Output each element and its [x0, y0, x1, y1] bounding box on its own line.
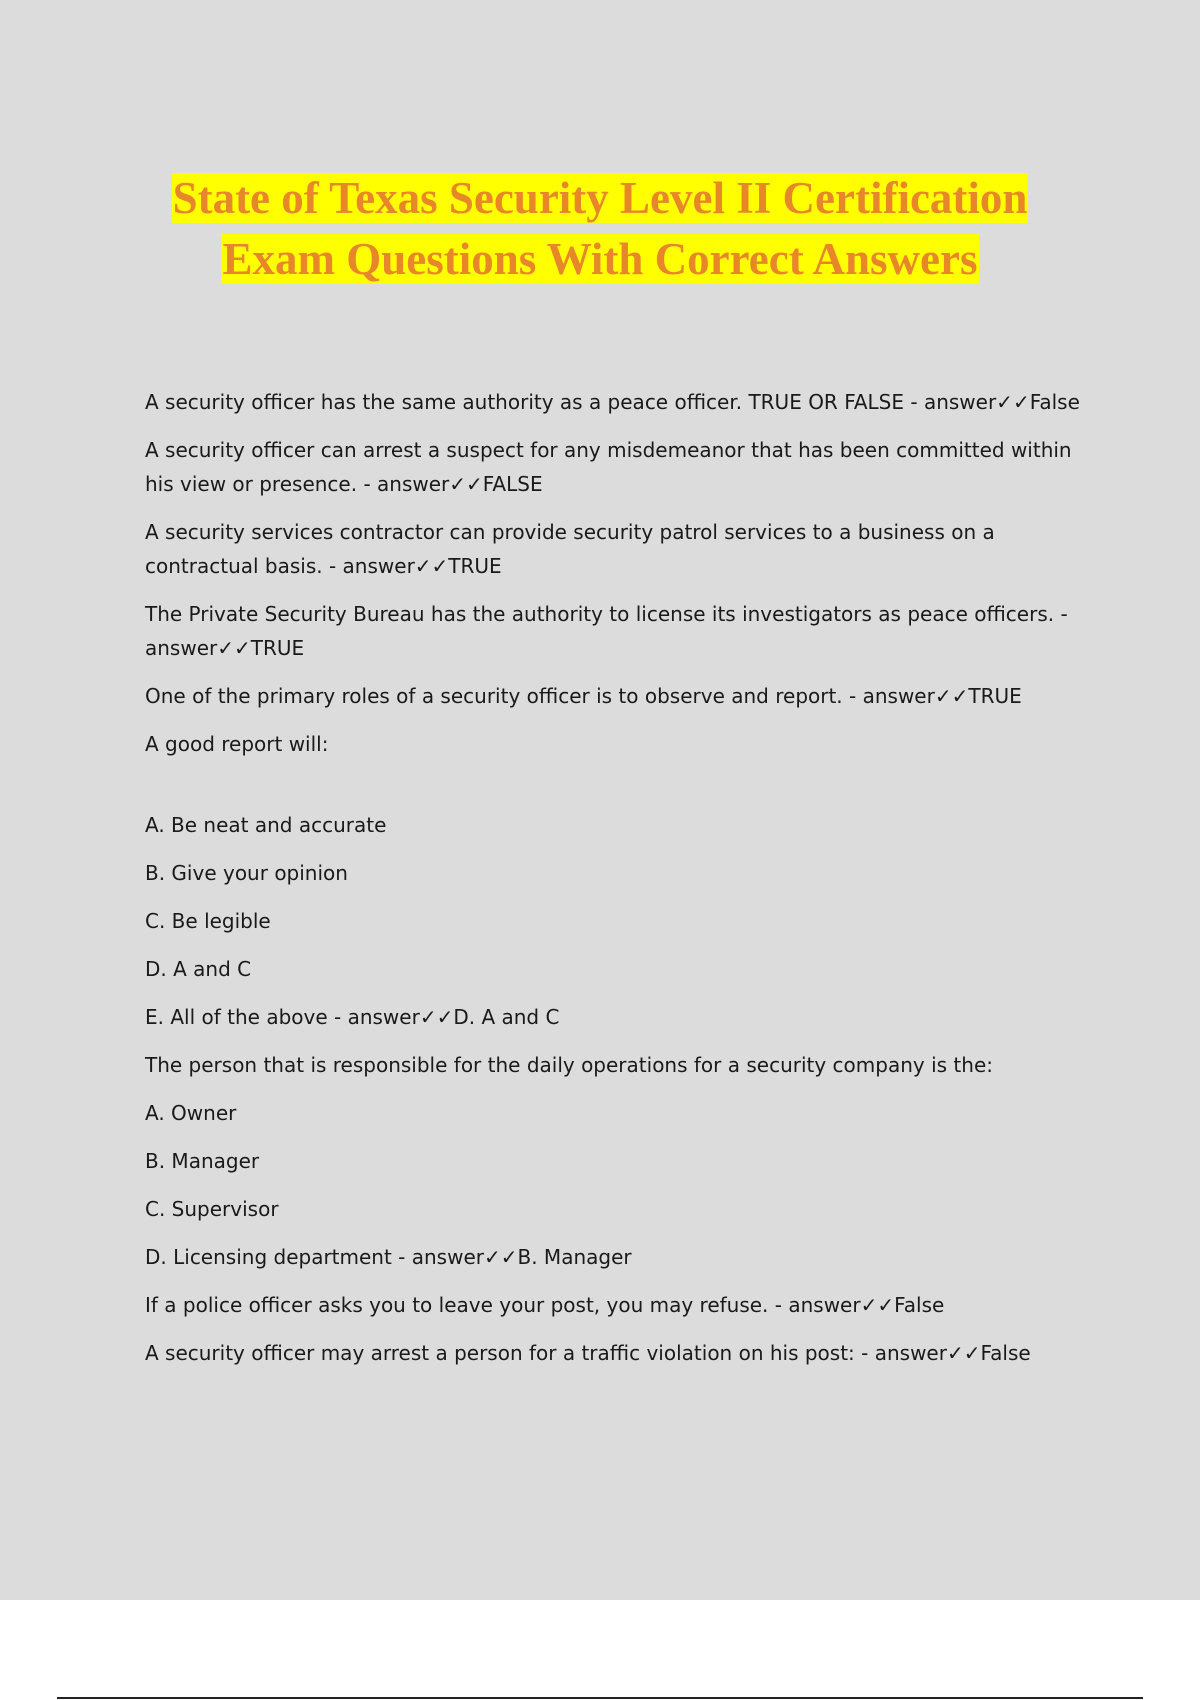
qa-paragraph: The Private Security Bureau has the authority to license its investigators as peace officers. - answer✓✓TRUE — [145, 602, 1068, 660]
qa-paragraph: A good report will: — [145, 732, 329, 756]
qa-paragraph: A security officer may arrest a person for a traffic violation on his post: - answer✓✓False — [145, 1341, 1031, 1365]
qa-option: D. A and C — [145, 957, 252, 981]
qa-paragraph: The person that is responsible for the daily operations for a security company is the: — [145, 1053, 993, 1077]
qa-option: A. Owner — [145, 1101, 237, 1125]
qa-paragraph: If a police officer asks you to leave your post, you may refuse. - answer✓✓False — [145, 1293, 945, 1317]
qa-paragraph: One of the primary roles of a security officer is to observe and report. - answer✓✓TRUE — [145, 684, 1022, 708]
qa-paragraph: A security officer has the same authority as a peace officer. TRUE OR FALSE - answer✓✓False — [145, 390, 1080, 414]
qa-paragraph: A security services contractor can provide security patrol services to a business on a contractual basis. - answer✓✓TRUE — [145, 520, 995, 578]
qa-option: C. Be legible — [145, 909, 271, 933]
qa-paragraph: A security officer can arrest a suspect for any misdemeanor that has been committed within his view or presence. - answer✓✓FALSE — [145, 438, 1072, 496]
qa-option: D. Licensing department - answer✓✓B. Manager — [145, 1245, 632, 1269]
title-line-2: Exam Questions With Correct Answers — [222, 234, 978, 284]
qa-option: B. Manager — [145, 1149, 260, 1173]
qa-list — [145, 385, 1100, 1384]
document-title — [60, 168, 1140, 290]
qa-option: C. Supervisor — [145, 1197, 279, 1221]
blank-line — [145, 761, 1100, 808]
title-line-1: State of Texas Security Level II Certification — [172, 173, 1028, 223]
footer-divider — [57, 1697, 1143, 1699]
qa-option: B. Give your opinion — [145, 861, 348, 885]
qa-option: E. All of the above - answer✓✓D. A and C — [145, 1005, 560, 1029]
qa-option: A. Be neat and accurate — [145, 813, 387, 837]
